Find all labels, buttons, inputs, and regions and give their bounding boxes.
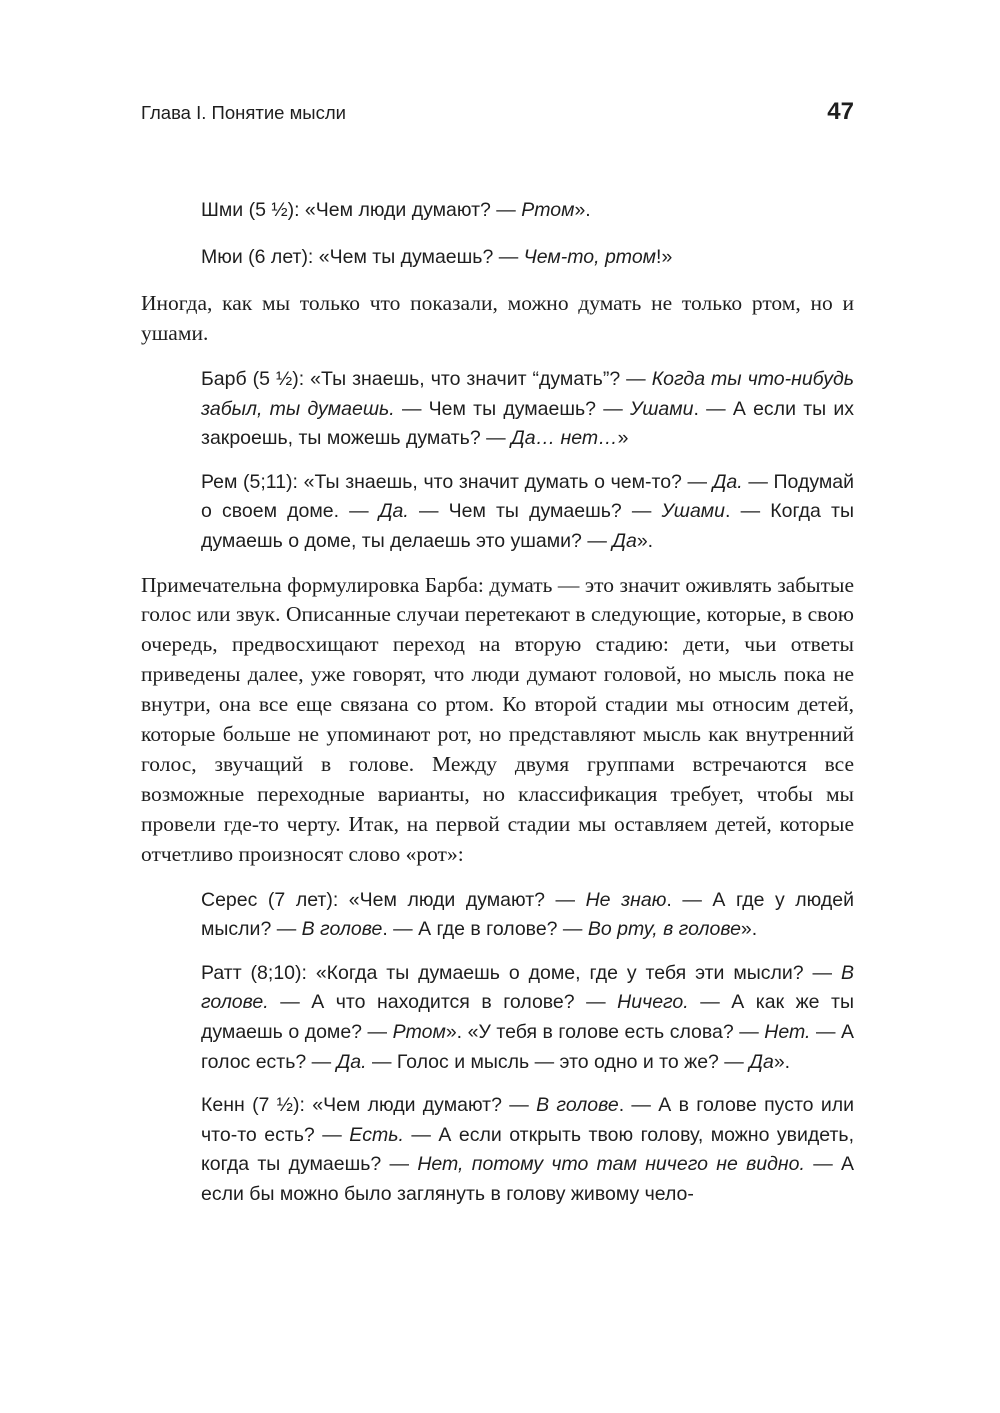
answer-text: Ртом: [521, 199, 575, 221]
page-number: 47: [827, 98, 854, 125]
running-head: Глава I. Понятие мысли: [141, 102, 346, 123]
question-text: Серес (7 лет): «Чем люди думают? —: [201, 888, 586, 911]
answer-text: Ничего.: [617, 991, 689, 1014]
question-text: ».: [636, 529, 654, 552]
answer-text: В голове: [301, 918, 383, 941]
answer-text: Ушами: [661, 500, 726, 523]
answer-text: В голове.: [201, 961, 854, 1014]
question-text: Ратт (8;10): «Когда ты думаешь о доме, где у тебя эти мысли? —: [201, 961, 841, 984]
dialog-excerpt: [201, 886, 854, 945]
question-text: . — А если ты их закроешь, ты можешь думать? —: [201, 397, 855, 450]
answer-text: Когда ты что-нибудь забыл, ты думаешь.: [201, 368, 854, 420]
answer-text: Да… нет…: [511, 427, 618, 450]
answer-text: Есть.: [349, 1123, 404, 1146]
answer-text: Да: [749, 1050, 774, 1073]
question-text: — Голос и мысль — это одно и то же? —: [366, 1050, 750, 1073]
question-text: — А как же ты думаешь о доме? —: [201, 991, 854, 1043]
question-text: Рем (5;11): «Ты знаешь, что значит думать о чем-то? —: [201, 470, 713, 493]
answer-text: Нет.: [764, 1021, 811, 1043]
question-text: . — А где у людей мысли? —: [201, 888, 854, 941]
answer-text: Ртом: [392, 1021, 446, 1043]
question-text: — А если бы можно было заглянуть в голову живому чело-: [201, 1153, 854, 1205]
answer-text: Не знаю: [585, 888, 667, 911]
question-text: Кенн (7 ½): «Чем люди думают? —: [201, 1094, 537, 1117]
question-text: — А что находится в голове? —: [268, 991, 618, 1014]
page-content: [141, 196, 854, 1224]
answer-text: Да.: [336, 1050, 367, 1073]
question-text: ».: [773, 1050, 791, 1073]
dialog-excerpt: [201, 468, 854, 557]
question-text: ». «У тебя в голове есть слова? —: [445, 1021, 765, 1043]
dialog-excerpt: [201, 196, 854, 226]
answer-text: Во рту, в голове: [587, 918, 741, 941]
question-text: »: [617, 427, 629, 450]
dialog-excerpt: [201, 959, 854, 1077]
dialog-excerpt: [201, 1091, 854, 1209]
question-text: — А голос есть? —: [201, 1021, 854, 1073]
body-paragraph: Примечательна формулировка Барба: думать — это значит оживлять забытые голос или звук. Описанные случаи перетекают в следующие, которые, в свою очередь, предвосхищают переход на вторую стадию: дети, чьи ответы приведены далее, уже говорят, что люди думают головой, но мысль пока не внутри, она все еще связана со ртом. Ко второй стадии мы относим детей, которые больше не упоминают рот, но представляют мысль как внутренний голос, звучащий в голове. Между двумя группами встречаются все возможные переходные варианты, но классификация требует, чтобы мы провели где-то черту. Итак, на первой стадии мы оставляем детей, которые отчетливо произносят слово «рот»:: [141, 572, 854, 866]
dialog-excerpt: [201, 243, 854, 273]
answer-text: Ушами: [629, 397, 694, 420]
question-text: . — Когда ты думаешь о доме, ты делаешь это ушами? —: [201, 500, 854, 552]
question-text: — Чем ты думаешь? —: [408, 500, 662, 523]
answer-text: Да: [612, 529, 637, 552]
body-paragraph: Иногда, как мы только что показали, можно думать не только ртом, но и ушами.: [141, 291, 854, 346]
answer-text: Да.: [712, 470, 743, 493]
answer-text: Чем-то, ртом: [523, 245, 657, 268]
dialog-excerpt: [201, 365, 854, 454]
question-text: ».: [740, 918, 758, 941]
question-text: Шми (5 ½): «Чем люди думают? —: [201, 199, 522, 221]
question-text: !»: [656, 245, 673, 268]
page-header: [141, 100, 854, 132]
question-text: Мюи (6 лет): «Чем ты думаешь? —: [201, 245, 524, 268]
question-text: ».: [574, 199, 591, 221]
question-text: — Подумай о своем доме. —: [201, 470, 854, 523]
answer-text: В голове: [536, 1094, 619, 1117]
answer-text: Нет, потому что там ничего не видно.: [417, 1153, 805, 1176]
question-text: . — А в голове пусто или что-то есть? —: [201, 1094, 854, 1146]
question-text: — Чем ты думаешь? —: [394, 397, 630, 420]
answer-text: Да.: [378, 500, 409, 523]
question-text: — А если открыть твою голову, можно увидеть, когда ты думаешь? —: [201, 1123, 854, 1176]
question-text: Барб (5 ½): «Ты знаешь, что значит “думать”? —: [201, 368, 652, 390]
question-text: . — А где в голове? —: [382, 918, 588, 941]
